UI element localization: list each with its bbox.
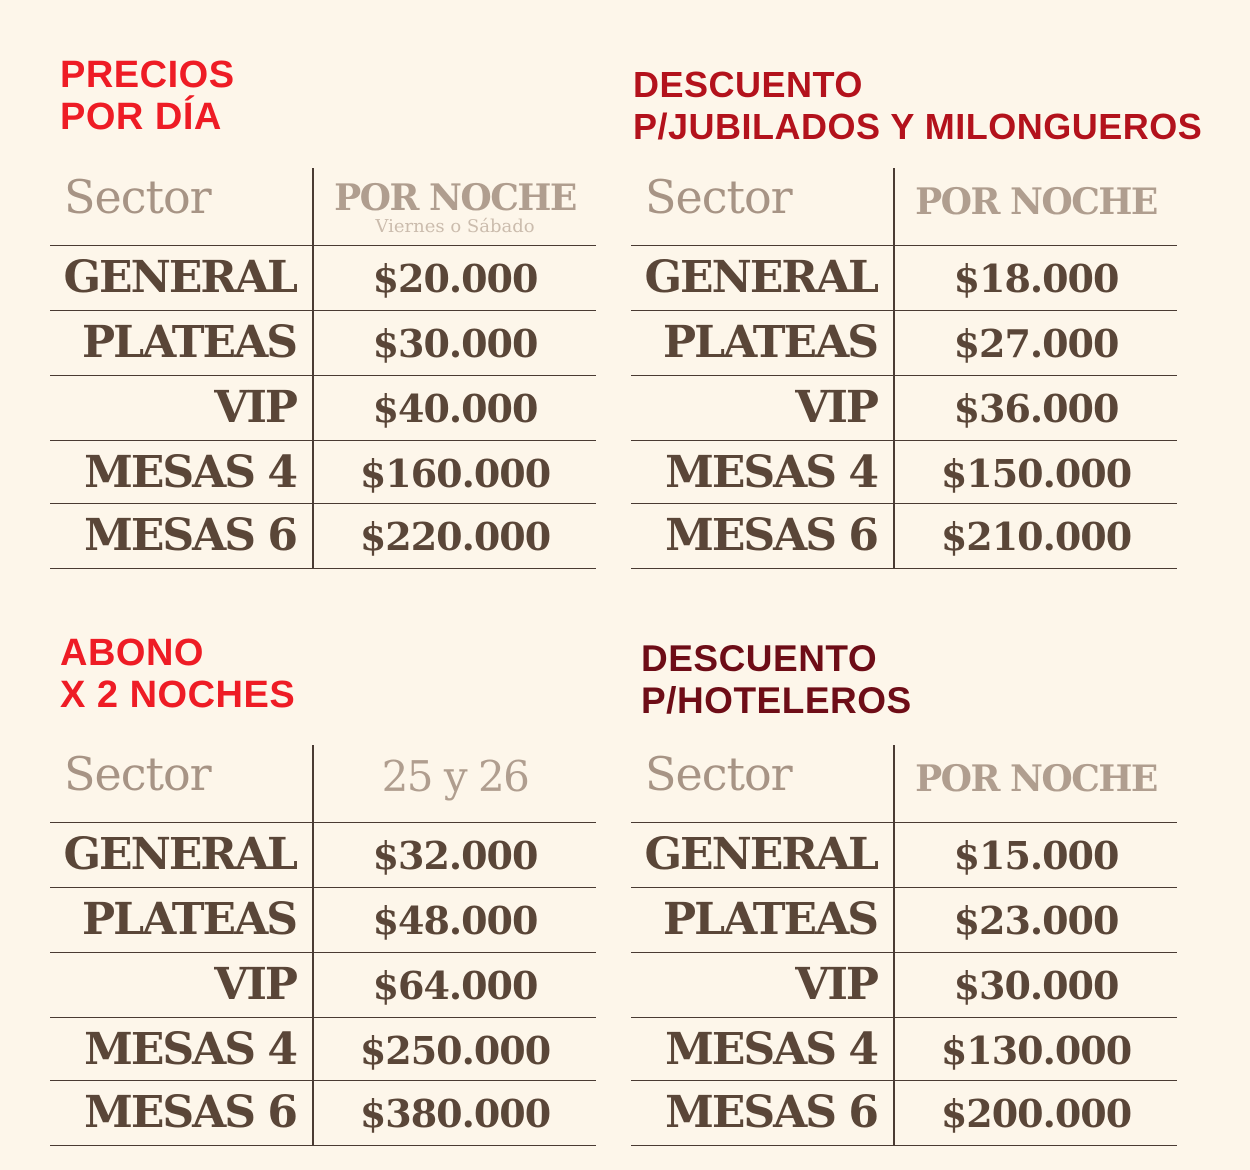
price-cell: $380.000 (359, 1091, 551, 1136)
table-row (631, 888, 1177, 953)
table-row (631, 504, 1177, 569)
header-sector: Sector (64, 170, 211, 224)
price-cell: $130.000 (940, 1028, 1132, 1073)
table-row (631, 823, 1177, 888)
price-cell: $150.000 (940, 451, 1132, 496)
table-row (631, 953, 1177, 1018)
table-row (631, 311, 1177, 376)
price-cell: $20.000 (372, 256, 538, 301)
price-cell: $30.000 (953, 963, 1119, 1008)
table-header (50, 745, 596, 823)
panel-title-line1: DESCUENTO (633, 64, 863, 105)
price-cell: $40.000 (372, 386, 538, 431)
price-cell: $250.000 (359, 1028, 551, 1073)
price-cell: $64.000 (372, 963, 538, 1008)
panel-title (633, 64, 1202, 148)
table-header (50, 168, 596, 246)
price-cell: $48.000 (372, 898, 538, 943)
table-row (50, 311, 596, 376)
header-price: 25 y 26 (381, 752, 529, 801)
price-cell: $36.000 (953, 386, 1119, 431)
table-row (50, 823, 596, 888)
price-table (631, 745, 1177, 1146)
table-row (631, 1018, 1177, 1081)
table-header (631, 745, 1177, 823)
sector-cell: MESAS 4 (84, 1024, 296, 1075)
panel-title (60, 632, 295, 716)
panel-title-line1: DESCUENTO (641, 638, 878, 679)
price-cell: $23.000 (953, 898, 1119, 943)
sector-cell: MESAS 6 (84, 1087, 296, 1138)
sector-cell: GENERAL (63, 252, 296, 303)
table-row (631, 441, 1177, 504)
sector-cell: PLATEAS (663, 894, 877, 945)
table-row (631, 246, 1177, 311)
sector-cell: VIP (214, 382, 296, 433)
table-row (50, 441, 596, 504)
price-cell: $18.000 (953, 256, 1119, 301)
header-sector: Sector (645, 170, 792, 224)
sector-cell: VIP (795, 959, 877, 1010)
panel-title-line1: PRECIOS (60, 54, 235, 96)
sector-cell: PLATEAS (663, 317, 877, 368)
price-cell: $30.000 (372, 321, 538, 366)
price-cell: $27.000 (953, 321, 1119, 366)
table-row (50, 504, 596, 569)
table-row (631, 376, 1177, 441)
sector-cell: GENERAL (644, 252, 877, 303)
panel-title-line2: P/JUBILADOS Y MILONGUEROS (633, 106, 1203, 147)
sector-cell: VIP (795, 382, 877, 433)
panel-title-line2: POR DÍA (60, 96, 222, 138)
price-cell: $200.000 (940, 1091, 1132, 1136)
sector-cell: MESAS 6 (665, 510, 877, 561)
panel-title-line2: X 2 NOCHES (60, 674, 296, 716)
price-table (50, 745, 596, 1146)
panel-title (641, 638, 912, 722)
sector-cell: MESAS 4 (84, 447, 296, 498)
table-row (50, 246, 596, 311)
sector-cell: GENERAL (644, 829, 877, 880)
price-table (631, 168, 1177, 569)
header-price-subtitle: Viernes o Sábado (375, 216, 535, 237)
header-sector: Sector (645, 747, 792, 801)
panel-title-line2: P/HOTELEROS (641, 680, 912, 721)
sector-cell: MESAS 6 (665, 1087, 877, 1138)
table-row (50, 1018, 596, 1081)
price-cell: $220.000 (359, 514, 551, 559)
sector-cell: VIP (214, 959, 296, 1010)
sector-cell: MESAS 4 (665, 447, 877, 498)
sector-cell: MESAS 4 (665, 1024, 877, 1075)
table-row (50, 888, 596, 953)
price-cell: $15.000 (953, 833, 1119, 878)
price-table (50, 168, 596, 569)
price-cell: $210.000 (940, 514, 1132, 559)
sector-cell: PLATEAS (82, 894, 296, 945)
sector-cell: GENERAL (63, 829, 296, 880)
table-row (50, 1081, 596, 1146)
header-price: POR NOCHE (334, 177, 576, 219)
price-cell: $160.000 (359, 451, 551, 496)
header-price: POR NOCHE (915, 758, 1157, 800)
panel-title (60, 54, 235, 138)
table-row (50, 953, 596, 1018)
sector-cell: PLATEAS (82, 317, 296, 368)
header-price: POR NOCHE (915, 181, 1157, 223)
header-sector: Sector (64, 747, 211, 801)
table-header (631, 168, 1177, 246)
sector-cell: MESAS 6 (84, 510, 296, 561)
table-row (631, 1081, 1177, 1146)
table-row (50, 376, 596, 441)
price-cell: $32.000 (372, 833, 538, 878)
panel-title-line1: ABONO (60, 632, 204, 674)
